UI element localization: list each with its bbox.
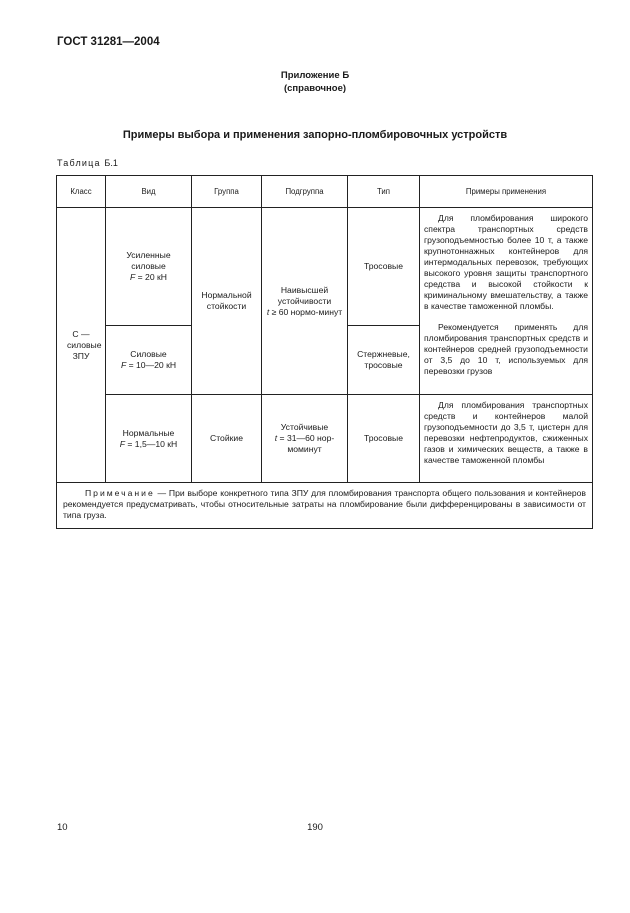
subgroup-var: t <box>274 433 278 443</box>
subgroup-name: Наивысшей устойчивости <box>277 284 332 306</box>
examples-paragraph-2: Рекомендуется применять для пломбирования транспортных средств и контейнеров средней грузоподъемности от 3,5 до 10 т, используемых для перевозки грузов <box>424 322 588 376</box>
vid-cell-1 <box>106 208 192 326</box>
force-value: = 20 кН <box>135 272 167 282</box>
standard-header: ГОСТ 31281—2004 <box>57 36 160 48</box>
force-value: = 1,5—10 кН <box>125 438 178 449</box>
type-cell-2: Стержневые, тросовые <box>348 326 420 395</box>
appendix-subtitle: (справочное) <box>283 83 347 94</box>
note-label: Примечание <box>85 488 155 498</box>
examples-cell-12 <box>420 208 593 395</box>
appendix-heading <box>0 69 630 95</box>
note-text: — При выборе конкретного типа ЗПУ для пломбирования транспорта общего пользования и контейнеров рекомендуется предусматривать, чтобы относительные затраты на пломбирование были дифференцированы в зависимости от типа груза. <box>63 488 586 520</box>
subgroup-cell-3 <box>262 395 348 483</box>
table-caption <box>57 158 118 168</box>
table-note-row <box>57 483 593 529</box>
appendix-title: Приложение Б <box>280 70 350 81</box>
force-var: F <box>119 438 125 449</box>
table-row <box>57 208 593 326</box>
force-var: F <box>120 360 127 370</box>
header-vid: Вид <box>106 176 192 208</box>
subgroup-value: = 31—60 нор-моминут <box>277 433 335 454</box>
header-subgroup: Подгруппа <box>262 176 348 208</box>
vid-name: Нормальные <box>122 427 175 438</box>
type-cell-3: Тросовые <box>348 395 420 483</box>
examples-paragraph-3: Для пломбирования транспортных средств и контейнеров малой грузоподъемности до 3,5 т, цистерн для перевозки нефтепродуктов, сжиженных газов и химических веществ, а также в качестве таможенной пломбы <box>424 400 588 465</box>
subgroup-cell-12 <box>262 208 348 395</box>
main-title: Примеры выбора и применения запорно-пломбировочных устройств <box>122 129 508 141</box>
table-caption-number: Б.1 <box>104 158 118 168</box>
force-var: F <box>130 272 136 282</box>
page-number-center: 190 <box>307 822 323 833</box>
class-cell: С — силовые ЗПУ <box>57 208 106 483</box>
table-row <box>57 395 593 483</box>
vid-cell-2 <box>106 326 192 395</box>
examples-paragraph-1: Для пломбирования широкого спектра транспортных средств грузоподъемностью более 10 т, а также крупнотоннажных контейнеров для интермодальных перевозок, требующих высокого уровня защиты транспортного средства и высокой стойкости к криминальному вмешательству, а также в качестве таможенной пломбы. <box>424 213 588 311</box>
force-value: = 10—20 кН <box>126 360 177 370</box>
header-class: Класс <box>57 176 106 208</box>
page-number-left: 10 <box>57 822 68 833</box>
table-b1 <box>56 175 593 529</box>
table-header-row <box>57 176 593 208</box>
type-cell-1: Тросовые <box>348 208 420 326</box>
group-cell-12: Нормальной стойкости <box>192 208 262 395</box>
vid-cell-3 <box>106 395 192 483</box>
subgroup-var: t <box>266 306 270 317</box>
examples-cell-3 <box>420 395 593 483</box>
table-caption-label: Таблица <box>57 158 101 168</box>
vid-name: Усиленные силовые <box>126 250 171 271</box>
header-examples: Примеры применения <box>420 176 593 208</box>
table-note <box>57 483 593 529</box>
group-cell-3: Стойкие <box>192 395 262 483</box>
header-group: Группа <box>192 176 262 208</box>
subgroup-name: Устойчивые <box>280 422 329 432</box>
header-type: Тип <box>348 176 420 208</box>
vid-name: Силовые <box>130 349 167 359</box>
subgroup-value: ≥ 60 нормо-минут <box>269 306 343 317</box>
